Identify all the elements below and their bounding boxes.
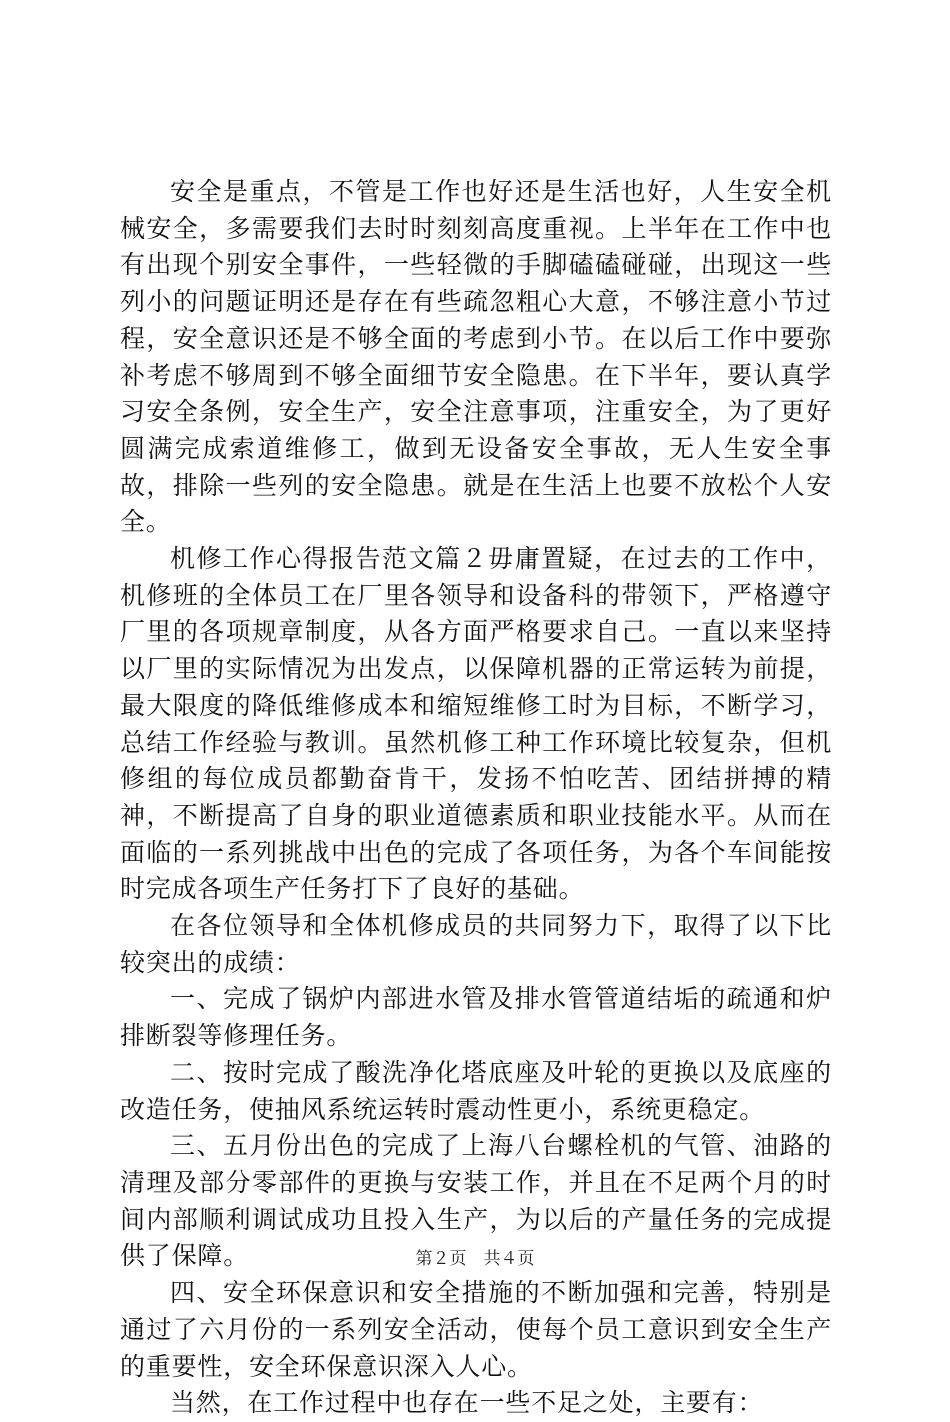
paragraph-safety: 安全是重点，不管是工作也好还是生活也好，人生安全机械安全，多需要我们去时时刻刻高度重视。上半年在工作中也有出现个别安全事件，一些轻微的手脚磕磕碰碰，出现这一些列小的问题证明还是存在有些疏忽粗心大意，不够注意小节过程，安全意识还是不够全面的考虑到小节。在以后工作中要弥补考虑不够周到不够全面细节安全隐患。在下半年，要认真学习安全条例，安全生产，安全注意事项，注重安全，为了更好圆满完成索道维修工，做到无设备安全事故，无人生安全事故，排除一些列的安全隐患。就是在生活上也要不放松个人安全。 bbox=[120, 177, 832, 537]
paragraph-item-2: 二、按时完成了酸洗净化塔底座及叶轮的更换以及底座的改造任务，使抽风系统运转时震动性更小，系统更稳定。 bbox=[120, 1057, 832, 1124]
paragraph-item-1: 一、完成了锅炉内部进水管及排水管管道结垢的疏通和炉排断裂等修理任务。 bbox=[120, 984, 832, 1051]
paragraph-achievements-intro: 在各位领导和全体机修成员的共同努力下，取得了以下比较突出的成绩： bbox=[120, 911, 832, 977]
document-body bbox=[120, 174, 832, 1422]
paragraph-item-3: 三、五月份出色的完成了上海八台螺栓机的气管、油路的清理及部分零部件的更换与安装工作，并且在不足两个月的时间内部顺利调试成功且投入生产，为以后的产量任务的完成提供了保障。 bbox=[120, 1131, 832, 1271]
paragraph-report-intro: 机修工作心得报告范文篇２毋庸置疑，在过去的工作中，机修班的全体员工在厂里各领导和设备科的带领下，严格遵守厂里的各项规章制度，从各方面严格要求自己。一直以来坚持以厂里的实际情况为出发点，以保障机器的正常运转为前提，最大限度的降低维修成本和缩短维修工时为目标，不断学习，总结工作经验与教训。虽然机修工种工作环境比较复杂，但机修组的每位成员都勤奋肯干，发扬不怕吃苦、团结拼搏的精神，不断提高了自身的职业道德素质和职业技能水平。从而在面临的一系列挑战中出色的完成了各项任务，为各个车间能按时完成各项生产任务打下了良好的基础。 bbox=[120, 544, 832, 904]
paragraph-item-4: 四、安全环保意识和安全措施的不断加强和完善，特别是通过了六月份的一系列安全活动，使每个员工意识到安全生产的重要性，安全环保意识深入人心。 bbox=[120, 1278, 832, 1381]
paragraph-shortcomings: 当然，在工作过程中也存在一些不足之处，主要有： bbox=[170, 1388, 764, 1418]
page-number-footer: 第２页 共４页 bbox=[415, 1249, 535, 1269]
